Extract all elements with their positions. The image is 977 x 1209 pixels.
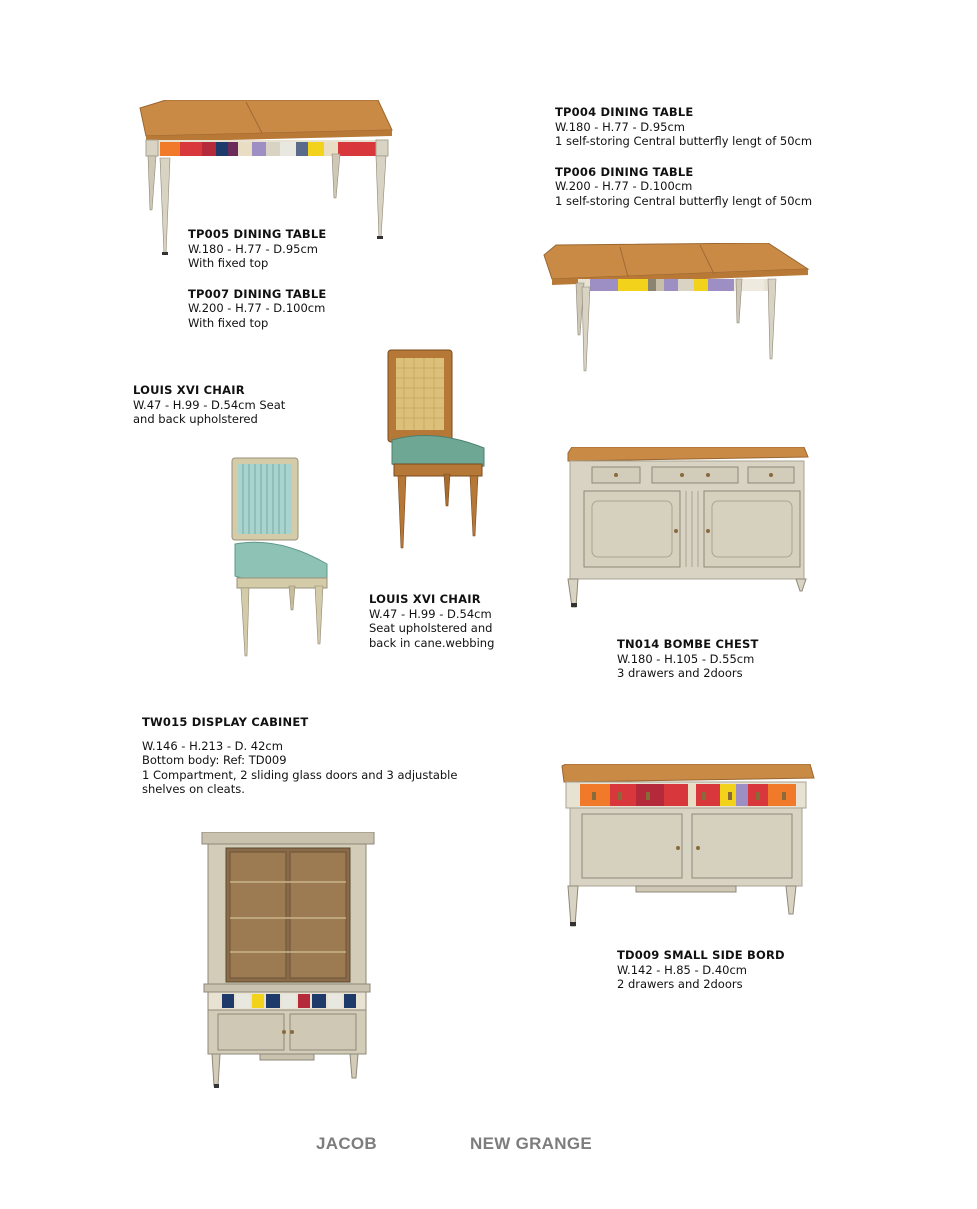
tp005-note: With fixed top	[188, 256, 269, 271]
chair-cane-line1: W.47 - H.99 - D.54cm	[369, 606, 492, 621]
td009-title: TD009 SMALL SIDE BORD	[617, 948, 785, 962]
louis-xvi-cane-chair-image	[384, 348, 488, 552]
tp006-title: TP006 DINING TABLE	[555, 164, 694, 179]
louis-xvi-upholstered-chair-image	[229, 456, 331, 660]
chair-cane-line3: back in cane.webbing	[369, 635, 495, 650]
tp004-title: TP004 DINING TABLE	[555, 105, 694, 119]
tw015-title: TW015 DISPLAY CABINET	[142, 715, 309, 729]
td009-dimensions: W.142 - H.85 - D.40cm	[617, 962, 747, 977]
tn014-bombe-chest-image	[564, 447, 810, 609]
tw015-text	[142, 715, 457, 797]
tp006-note: 1 self-storing Central butterfly lengt of 50cm	[555, 193, 813, 208]
chair-upholstered-text	[133, 383, 285, 427]
tp006-dimensions: W.200 - H.77 - D.100cm	[555, 179, 693, 194]
tp005-dimensions: W.180 - H.77 - D.95cm	[188, 241, 318, 256]
tp004-table-image	[542, 243, 810, 373]
tw015-line2: Bottom body: Ref: TD009	[142, 753, 287, 768]
tw015-line3: 1 Compartment, 2 sliding glass doors and 3 adjustable	[142, 767, 458, 782]
td009-note: 2 drawers and 2doors	[617, 977, 743, 992]
tn014-note: 3 drawers and 2doors	[617, 666, 743, 681]
tp007-title: TP007 DINING TABLE	[188, 286, 327, 301]
chair-cane-text	[369, 592, 494, 650]
tw015-display-cabinet-image	[200, 832, 376, 1090]
tp004-tp006-text	[555, 105, 812, 209]
brand-jacob: JACOB	[316, 1134, 378, 1153]
tp004-dimensions: W.180 - H.77 - D.95cm	[555, 119, 685, 134]
td009-text	[617, 948, 785, 992]
brand-new-grange: NEW GRANGE	[470, 1134, 592, 1153]
tp005-title: TP005 DINING TABLE	[188, 227, 327, 241]
tp007-dimensions: W.200 - H.77 - D.100cm	[188, 301, 326, 316]
chair-upholstered-title: LOUIS XVI CHAIR	[133, 383, 245, 397]
tp005-tp007-text	[188, 227, 326, 331]
tp004-note: 1 self-storing Central butterfly lengt of 50cm	[555, 134, 813, 149]
tw015-dimensions: W.146 - H.213 - D. 42cm	[142, 738, 283, 753]
tn014-title: TN014 BOMBE CHEST	[617, 637, 759, 651]
td009-side-bord-image	[560, 764, 816, 932]
chair-upholstered-line2: and back upholstered	[133, 412, 258, 427]
tn014-text	[617, 637, 759, 681]
tn014-dimensions: W.180 - H.105 - D.55cm	[617, 651, 755, 666]
chair-upholstered-line1: W.47 - H.99 - D.54cm Seat	[133, 397, 286, 412]
chair-cane-line2: Seat upholstered and	[369, 621, 493, 636]
tp007-note: With fixed top	[188, 315, 269, 330]
tw015-line4: shelves on cleats.	[142, 782, 245, 797]
chair-cane-title: LOUIS XVI CHAIR	[369, 592, 481, 606]
